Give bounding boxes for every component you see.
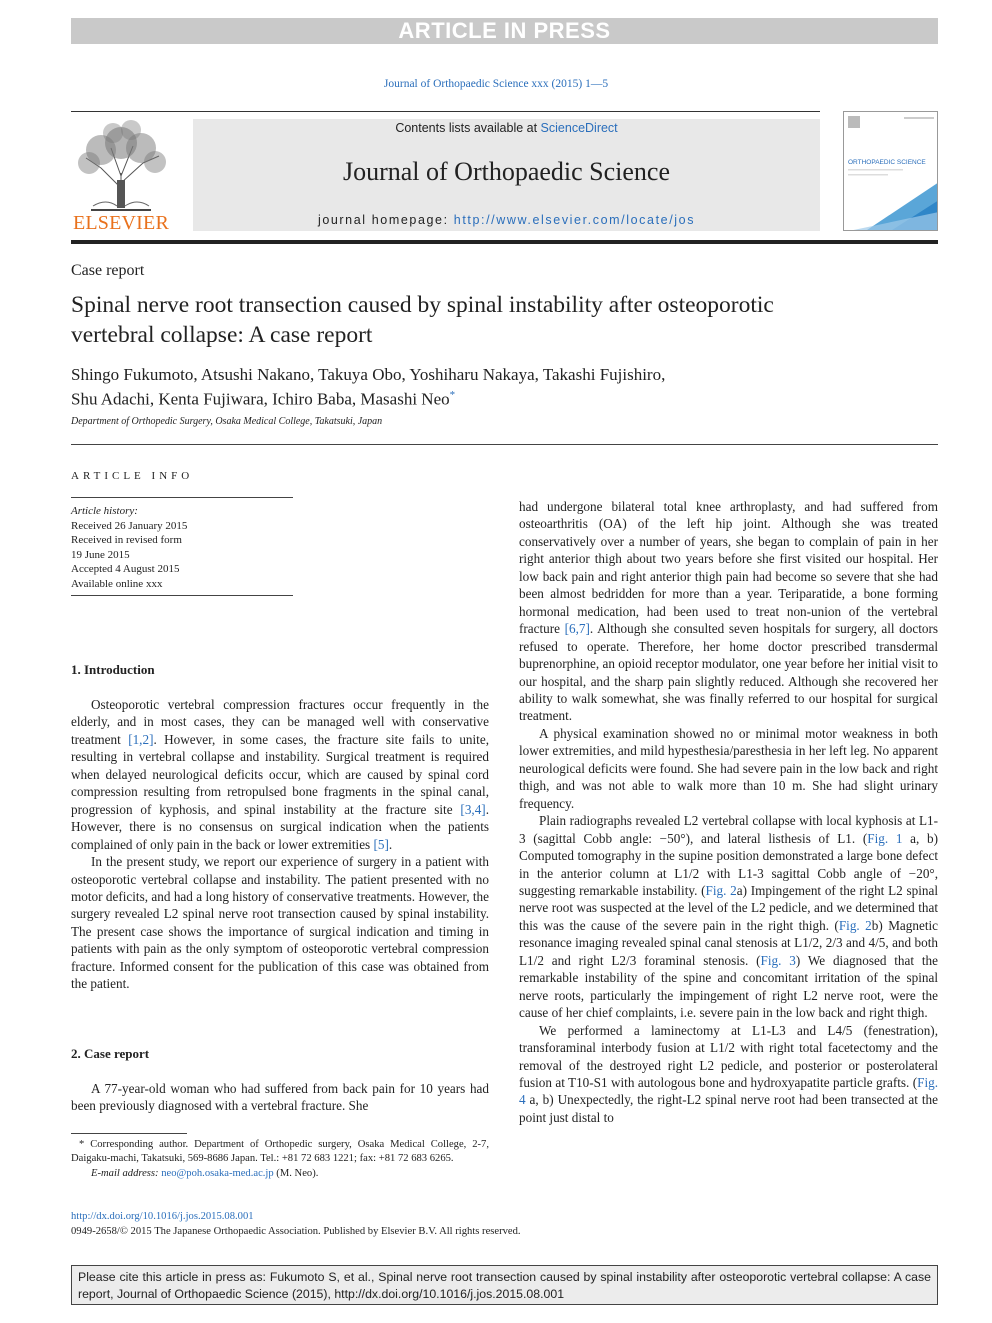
ref-link[interactable]: [5]	[373, 836, 389, 852]
figure-link[interactable]: Fig. 2	[705, 882, 737, 898]
introduction-body	[71, 696, 489, 993]
footnote-email-line: E-mail address: neo@poh.osaka-med.ac.jp (M. Neo).	[91, 1167, 319, 1179]
authors-line-1: Shingo Fukumoto, Atsushi Nakano, Takuya Obo, Yoshiharu Nakaya, Takashi Fujishiro,	[71, 365, 666, 384]
case-paragraph-1-cont: had undergone bilateral total knee arthroplasty, and had suffered from osteoarthritis (OA) of the left hip joint. Although she was treated conservatively over a number of years, she began to complain of pain in her right anterior thigh about two years before she first visited our hospital. Her low back pain and right anterior thigh pain had become so severe that she had been almost bedridden for more than a year. Teriparatide, a bone forming hormonal medication, had been used to treat non-union of the vertebral fracture [6,7]. Although she consulted seven hospitals for surgery, all doctors refused to operate. Therefore, her home doctor prescribed transdermal buprenorphine, an opioid receptor modulator, one year before her initial visit to our hospital, and the sharp pain slightly reduced. Although she recovered her ability to walk somewhat, she was finally referred to our hospital for surgical treatment.	[519, 499, 938, 724]
corresponding-author-mark[interactable]: *	[449, 389, 456, 401]
footnote-text: * Corresponding author. Department of Orthopedic surgery, Osaka Medical College, 2-7, Daigaku-machi, Takatsuki, 569-8686 Japan. Tel.: +81 72 683 1221; fax: +81 72 683 6265.	[71, 1139, 489, 1165]
cite-this-article-box: Please cite this article in press as: Fukumoto S, et al., Spinal nerve root transection caused by spinal instability after osteoporotic vertebral collapse: A case report, Journal of Orthopaedic Science (2015), http://dx.doi.org/10.1016/j.jos.2015.08.001	[71, 1265, 938, 1305]
case-report-heading: 2. Case report	[71, 1046, 150, 1061]
article-type-label: Case report	[71, 262, 145, 279]
case-paragraph-2: A physical examination showed no or minimal motor weakness in both lower extremities, and mild hypesthesia/paresthesia in her left leg. No apparent neurological deficits were found. She had severe pain in the low back and right thigh, and was not able to walk more than 10 m. She had slight urinary frequency.	[519, 725, 938, 811]
journal-cover-thumbnail[interactable]	[843, 111, 938, 231]
history-item: 19 June 2015	[71, 548, 130, 561]
case-report-body-left	[71, 1080, 489, 1115]
history-item: Accepted 4 August 2015	[71, 563, 180, 575]
figure-link[interactable]: Fig. 3	[760, 952, 796, 968]
article-info-rule-top	[71, 497, 293, 498]
figure-link[interactable]: Fig. 2	[838, 917, 872, 933]
journal-title: Journal of Orthopaedic Science	[342, 157, 671, 186]
journal-cover-image	[844, 112, 938, 231]
article-info-rule-bottom	[71, 595, 293, 596]
figure-link[interactable]: Fig. 1	[867, 830, 903, 846]
corresponding-author-footnote	[71, 1138, 489, 1181]
journal-header-box	[193, 119, 820, 231]
affiliation: Department of Orthopedic Surgery, Osaka Medical College, Takatsuki, Japan	[71, 416, 383, 427]
history-item: Received in revised form	[71, 534, 182, 546]
introduction-heading: 1. Introduction	[71, 662, 155, 677]
history-item: Received 26 January 2015	[71, 519, 188, 532]
header-thick-rule	[71, 240, 938, 244]
copyright-line: 0949-2658/© 2015 The Japanese Orthopaedic Association. Published by Elsevier B.V. All rights reserved.	[71, 1226, 521, 1237]
history-item: Available online xxx	[71, 577, 163, 590]
case-report-body-right	[519, 498, 938, 1126]
figure-link[interactable]: Fig. 4	[519, 1074, 938, 1108]
journal-citation-line[interactable]: Journal of Orthopaedic Science xxx (2015) 1—5	[383, 78, 609, 90]
article-history	[71, 504, 293, 591]
contents-available-line: Contents lists available at ScienceDirect	[395, 121, 618, 135]
doi-link[interactable]: http://dx.doi.org/10.1016/j.jos.2015.08.001	[71, 1211, 254, 1222]
sciencedirect-link[interactable]: ScienceDirect	[540, 121, 618, 135]
section-rule	[71, 444, 938, 445]
ref-link[interactable]: [3,4]	[460, 801, 486, 817]
authors-line-2: Shu Adachi, Kenta Fujiwara, Ichiro Baba, Masashi Neo*	[71, 389, 456, 409]
ref-link[interactable]: [6,7]	[564, 621, 590, 637]
email-link[interactable]: neo@poh.osaka-med.ac.jp	[161, 1167, 274, 1179]
intro-paragraph-2: In the present study, we report our experience of surgery in a patient with osteoporotic vertebral collapse and instability. The patient presented with no motor deficits, and had a long history of conservative treatments. However, the surgery revealed L2 spinal nerve root transection caused by spinal instability. The present case shows the importance of surgical indication and timing in patients with pain as the only symptom of osteoporotic vertebral compression fracture. Informed consent for the publication of this case was obtained from the patient.	[71, 854, 489, 992]
case-paragraph-1: A 77-year-old woman who had suffered from back pain for 10 years had been previously diagnosed with a vertebral fracture. She	[71, 1081, 489, 1114]
homepage-link[interactable]: http://www.elsevier.com/locate/jos	[453, 213, 696, 227]
article-in-press-banner: ARTICLE IN PRESS	[71, 18, 938, 44]
elsevier-wordmark: ELSEVIER	[72, 212, 170, 234]
article-history-label: Article history:	[71, 505, 138, 517]
author-list	[71, 364, 831, 410]
cover-title-text: ORTHOPAEDIC SCIENCE	[848, 159, 926, 166]
article-info-heading: ARTICLE INFO	[71, 470, 194, 482]
intro-paragraph-1: Osteoporotic vertebral compression fractures occur frequently in the elderly, and in most cases, they can be managed well with conservative treatment [1,2]. However, in some cases, the fracture site fails to unite, resulting in vertebral collapse and instability. Surgical treatment is required when delayed neurological deficits occur, which are caused by spinal cord compression resulting from retropulsed bone fragments in the spinal canal, progression of kyphosis, and spinal instability at the fracture site [3,4]. However, there is no consensus on surgical indication when the patients complained of only pain in the back or lower extremities [5].	[71, 697, 489, 852]
journal-homepage-line: journal homepage: http://www.elsevier.com/locate/jos	[317, 213, 696, 227]
article-title: Spinal nerve root transection caused by spinal instability after osteoporotic vertebral collapse: A case report	[71, 292, 774, 348]
footnote-rule	[71, 1133, 187, 1134]
header-rule	[71, 111, 820, 112]
case-paragraph-4: We performed a laminectomy at L1-L3 and L4/5 (fenestration), transforaminal interbody fusion at L1/2 with right total facetectomy and the removal of the destroyed right L2 pedicle, and posterior or posterolateral fusion at T10-S1 with autologous bone and hydroxyapatite particle grafts. (Fig. 4 a, b) Unexpectedly, the right-L2 spinal nerve root had been transected at the point just distal to	[519, 1022, 938, 1125]
ref-link[interactable]: [1,2]	[128, 731, 154, 747]
case-paragraph-3: Plain radiographs revealed L2 vertebral collapse with local kyphosis at L1-3 (sagittal Cobb angle: −50°), and lateral listhesis of L1. (Fig. 1 a, b) Computed tomography in the supine position demonstrated a large bone defect in the anterior column at L1/2 with L1-3 sagittal Cobb angle of −20°, suggesting remarkable instability. (Fig. 2a) Impingement of the right L2 spinal nerve root was suspected at the level of the L2 pedicle, and we determined that this was the cause of the severe pain in the right thigh. (Fig. 2b) Magnetic resonance imaging revealed spinal canal stenosis at L1/2, 2/3 and 4/5, and both L1/2 and right L2/3 foraminal stenosis. (Fig. 3) We diagnosed that the remarkable instability of the spine and concomitant irritation of the spinal nerve roots, particularly the impingement of right L2 nerve root, were the cause of her chief complaints, i.e. severe pain in the low back and right thigh.	[519, 813, 939, 1021]
